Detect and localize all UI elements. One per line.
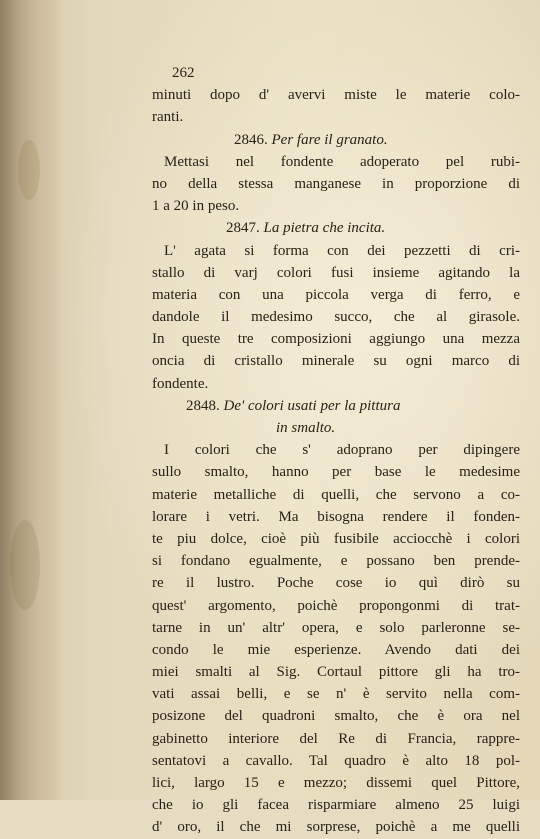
text-line: no della stessa manganese in proporzione di xyxy=(152,175,520,192)
text-line: posizone del quadroni smalto, che è ora nel xyxy=(152,708,520,725)
page-text xyxy=(152,62,520,839)
text-line: minuti dopo d' avervi miste le materie colo- xyxy=(152,87,520,104)
text-line: 1 a 20 in peso. xyxy=(152,198,240,215)
text-line: tarne in un' altr' opera, e solo parleronne se- xyxy=(152,619,520,636)
text-line: dandole il medesimo succo, che al girasole. xyxy=(152,309,520,326)
text-line: sullo smalto, hanno per base le medesime xyxy=(152,464,520,481)
text-line: sentatovi a cavallo. Tal quadro è alto 18 pol- xyxy=(152,752,520,769)
paper-stain xyxy=(18,140,40,200)
page-number: 262 xyxy=(172,65,195,81)
section-title-continued: in smalto. xyxy=(276,420,336,436)
section-number: 2847. xyxy=(226,220,260,237)
text-line: condo le mie esperienze. Avendo dati dei xyxy=(152,641,520,658)
section-number: 2846. xyxy=(234,131,268,148)
text-line: ranti. xyxy=(152,109,184,126)
text-line: I colori che s' adoprano per dipingere xyxy=(164,442,520,459)
text-line: che io gli facea risparmiare almeno 25 luigi xyxy=(152,797,520,814)
text-line: stallo di varj colori fusi insieme agitando la xyxy=(152,264,520,281)
section-number: 2848. xyxy=(186,397,220,414)
text-line: L' agata si forma con dei pezzetti di cri- xyxy=(164,242,520,259)
text-line: gabinetto interiore del Re di Francia, rappre- xyxy=(152,730,520,747)
text-line: materie metalliche di quelli, che servono a co- xyxy=(152,486,520,503)
text-line: miei smalti al Sig. Cortaul pittore gli ha tro- xyxy=(152,664,520,681)
text-line: te piu dolce, cioè più fusibile acciocchè i colori xyxy=(152,530,520,547)
section-title: De' colori usati per la pittura xyxy=(223,397,401,414)
section-heading xyxy=(152,129,520,151)
text-line: oncia di cristallo minerale su ogni marco di xyxy=(152,353,520,370)
text-line: si fondano egualmente, e possano ben prende- xyxy=(152,553,520,570)
text-line: lici, largo 15 e mezzo; dissemi quel Pittore, xyxy=(152,775,520,791)
paper-stain xyxy=(10,520,40,610)
text-line: lorare i vetri. Ma bisogna rendere il fonden- xyxy=(152,508,520,525)
section-title: Per fare il granato. xyxy=(271,131,388,148)
page-gutter xyxy=(0,0,64,800)
section-title: La pietra che incita. xyxy=(263,220,386,237)
text-line: vati assai belli, e se n' è servito nella com- xyxy=(152,686,520,703)
text-line: Mettasi nel fondente adoperato pel rubi- xyxy=(164,153,520,170)
section-heading xyxy=(152,395,520,417)
text-line: In queste tre composizioni aggiungo una mezza xyxy=(152,331,520,348)
text-line: materia con una piccola verga di ferro, e xyxy=(152,286,520,303)
text-line: d' oro, il che mi sorprese, poichè a me quelli xyxy=(152,819,520,836)
section-heading xyxy=(152,217,520,239)
text-line: quest' argomento, poichè propongonmi di trat- xyxy=(152,597,520,614)
text-line: fondente. xyxy=(152,375,209,392)
text-line: re il lustro. Poche cose io quì dirò su xyxy=(152,575,520,592)
